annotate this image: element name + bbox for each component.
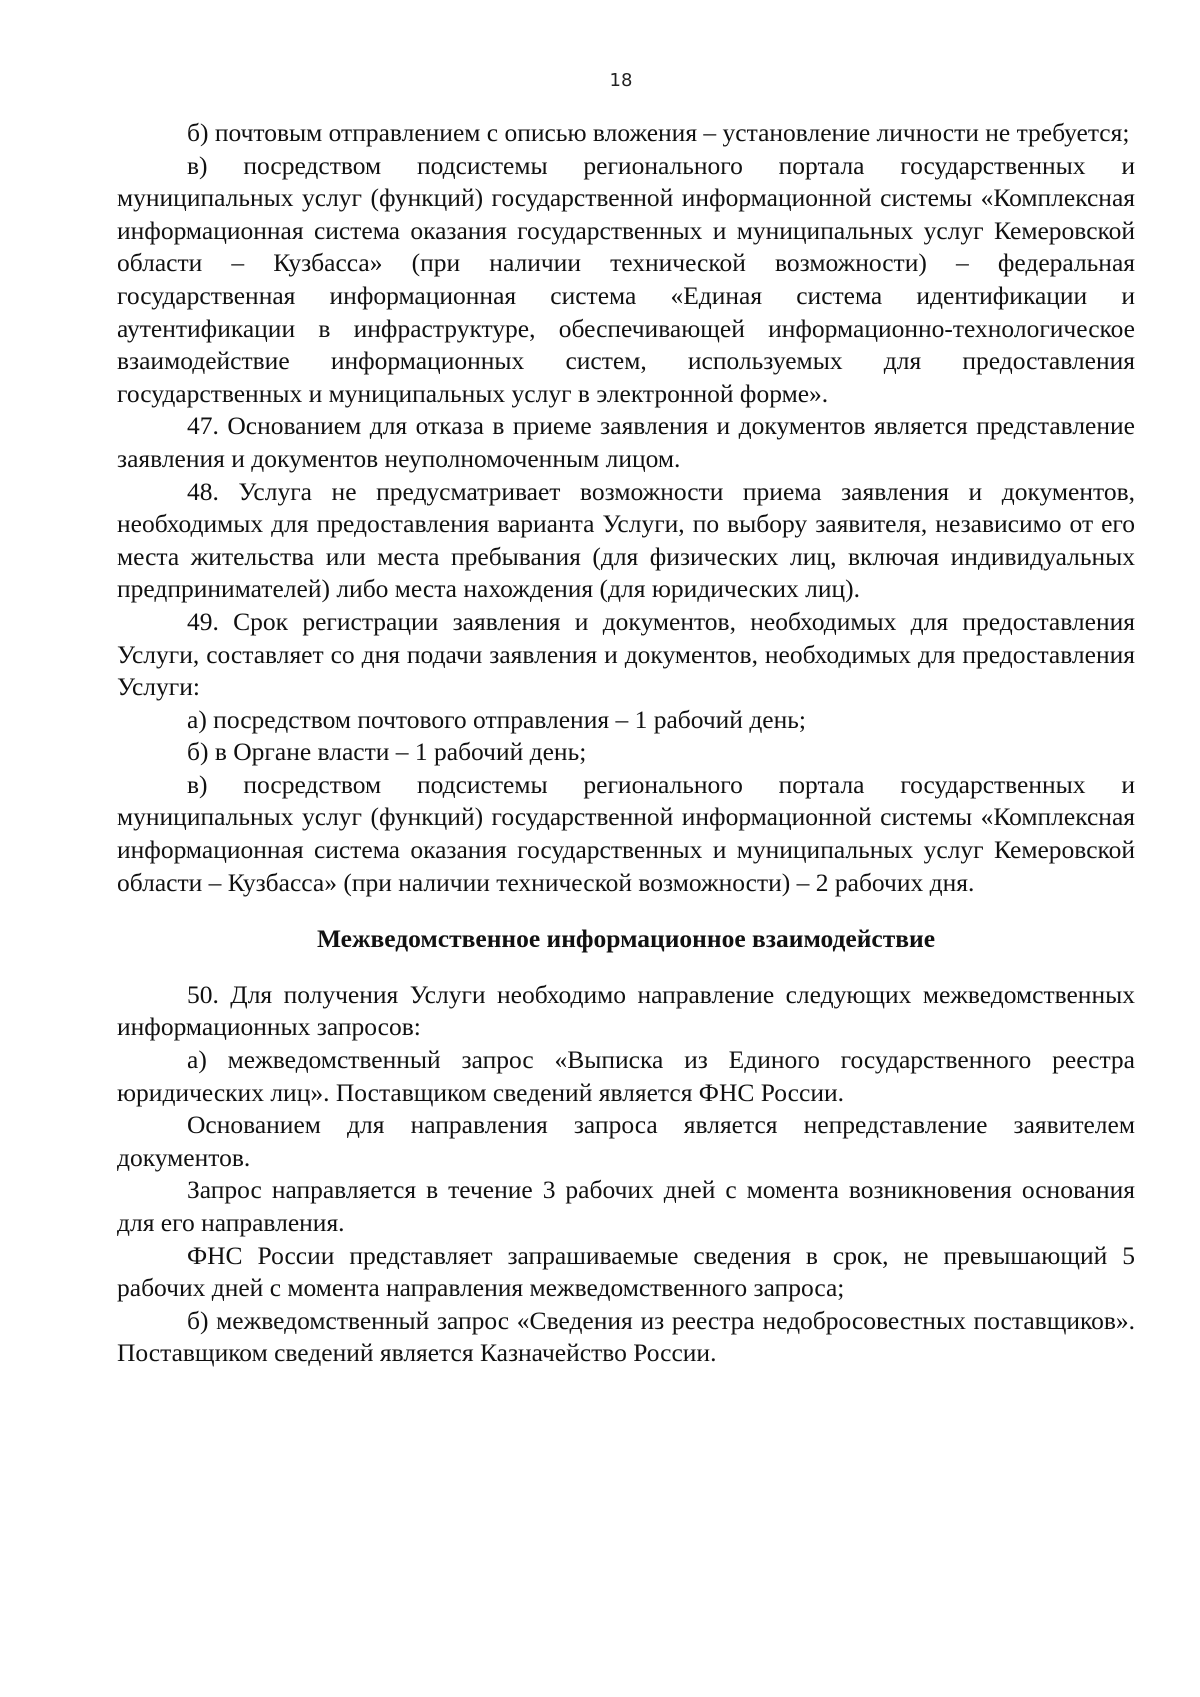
- paragraph-49-a: а) посредством почтового отправления – 1 рабочий день;: [187, 704, 806, 734]
- paragraph-50-b: б) межведомственный запрос «Сведения из реестра недобросовестных поставщиков». Поставщиком сведений является Казначейство России.: [117, 1305, 1135, 1368]
- paragraph-b-postal: б) почтовым отправлением с описью вложения – установление личности не требуется;: [187, 118, 1130, 147]
- paragraph-49-b: б) в Органе власти – 1 рабочий день;: [187, 737, 587, 767]
- paragraph-48: 48. Услуга не предусматривает возможности приема заявления и документов, необходимых для предоставления варианта Услуги, по выбору заявителя, независимо от его места жительства или места пребывания (для физических лиц, включая индивидуальных предпринимателей) либо места нахождения (для юридических лиц).: [117, 476, 1135, 604]
- paragraph-49-v: в) посредством подсистемы регионального портала государственных и муниципальных услуг (функций) государственной информационной системы «Комплексная информационная система оказания государственных и муниципальных услуг Кемеровской области – Кузбасса» (при наличии технической возможности) – 2 рабочих дня.: [117, 769, 1135, 897]
- section-heading: Межведомственное информационное взаимодействие: [316, 924, 936, 954]
- paragraph-50-a: а) межведомственный запрос «Выписка из Единого государственного реестра юридических лиц». Поставщиком сведений является ФНС России.: [117, 1045, 1135, 1107]
- paragraph-v-portal-identification: в) посредством подсистемы регионального портала государственных и муниципальных услуг (функций) государственной информационной системы «Комплексная информационная система оказания государственных и муниципальных услуг Кемеровской области – Кузбасса» (при наличии технической возможности) – федеральная государственная информационная система «Единая система идентификации и аутентификации в инфраструктуре, обеспечивающей информационно-технологическое взаимодействие информационных систем, используемых для предоставления государственных и муниципальных услуг в электронной форме».: [117, 150, 1135, 408]
- page-number: 18: [609, 70, 633, 91]
- paragraph-49: 49. Срок регистрации заявления и документов, необходимых для предоставления Услуги, составляет со дня подачи заявления и документов, необходимых для предоставления Услуги:: [117, 606, 1135, 702]
- paragraph-50-timing: Запрос направляется в течение 3 рабочих дней с момента возникновения основания для его направления.: [117, 1175, 1135, 1237]
- document-body: [117, 117, 1135, 1370]
- paragraph-47: 47. Основанием для отказа в приеме заявления и документов является представление заявления и документов неуполномоченным лицом.: [117, 411, 1135, 473]
- paragraph-50: 50. Для получения Услуги необходимо направление следующих межведомственных информационных запросов:: [117, 979, 1135, 1042]
- paragraph-50-fns-deadline: ФНС России представляет запрашиваемые сведения в срок, не превышающий 5 рабочих дней с момента направления межведомственного запроса;: [117, 1240, 1135, 1303]
- paragraph-50-basis: Основанием для направления запроса является непредставление заявителем документов.: [117, 1110, 1135, 1172]
